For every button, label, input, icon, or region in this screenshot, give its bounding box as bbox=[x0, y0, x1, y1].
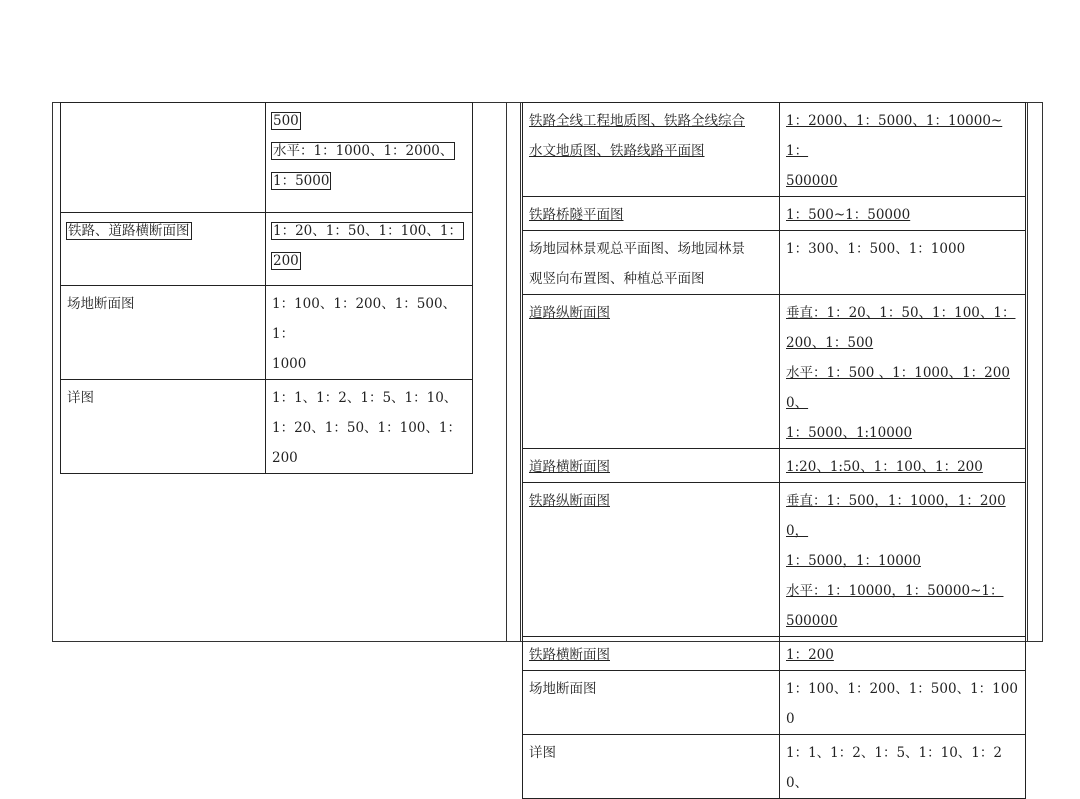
drawing-name: 场地园林景观总平面图、场地园林景 bbox=[529, 241, 745, 257]
table-row bbox=[61, 103, 473, 213]
drawing-name-cell bbox=[523, 671, 780, 735]
scale-line: 500 bbox=[273, 113, 299, 129]
drawing-name: 铁路、道路横断面图 bbox=[68, 223, 190, 239]
drawing-name-cell bbox=[523, 735, 780, 799]
table-row bbox=[61, 213, 473, 286]
drawing-name-cell bbox=[523, 637, 780, 671]
scale-line: 1：100、1：200、1：500、1：1000 bbox=[786, 681, 1018, 727]
drawing-name: 水文地质图、铁路线路平面图 bbox=[529, 143, 705, 159]
scale-line: 1：20、1：50、1：100、1： bbox=[272, 420, 461, 436]
scale-cell bbox=[780, 197, 1026, 231]
scale-line: 1：1、1：2、1：5、1：10、 bbox=[272, 390, 458, 406]
scale-line: 500000 bbox=[786, 613, 838, 629]
table-row bbox=[523, 449, 1026, 483]
scale-line: 1：5000，1：10000 bbox=[786, 553, 921, 569]
scale-cell bbox=[780, 671, 1026, 735]
table-row bbox=[61, 286, 473, 380]
drawing-name-cell bbox=[523, 103, 780, 197]
drawing-name: 铁路桥隧平面图 bbox=[529, 207, 624, 223]
table-row bbox=[523, 231, 1026, 295]
table-row bbox=[61, 380, 473, 474]
scale-cell bbox=[266, 213, 473, 286]
table-row bbox=[523, 671, 1026, 735]
scale-line: 500000 bbox=[786, 173, 838, 189]
scale-line: 1：300、1：500、1：1000 bbox=[786, 241, 966, 257]
scale-cell bbox=[780, 637, 1026, 671]
table-row bbox=[523, 735, 1026, 799]
scale-cell bbox=[780, 735, 1026, 799]
scale-cell bbox=[780, 231, 1026, 295]
scale-cell bbox=[780, 449, 1026, 483]
column-divider bbox=[520, 102, 521, 642]
drawing-name-cell bbox=[61, 103, 266, 213]
scale-line: 200 bbox=[272, 450, 298, 466]
table-row bbox=[523, 197, 1026, 231]
left-scale-table bbox=[60, 102, 473, 474]
drawing-name-cell bbox=[523, 197, 780, 231]
scale-cell bbox=[266, 103, 473, 213]
scale-line: 200 bbox=[273, 253, 299, 269]
right-scale-table bbox=[522, 102, 1026, 799]
drawing-name-cell bbox=[523, 295, 780, 449]
scale-line: 1:20、1:50、1：100、1：200 bbox=[786, 459, 983, 475]
scale-line: 1：200 bbox=[786, 647, 834, 663]
table-row bbox=[523, 295, 1026, 449]
table-row bbox=[523, 483, 1026, 637]
scale-line: 1：5000 bbox=[273, 173, 330, 189]
scale-line: 1：20、1：50、1：100、1： bbox=[273, 223, 462, 239]
drawing-name-cell bbox=[523, 231, 780, 295]
column-divider bbox=[1027, 102, 1028, 642]
drawing-name: 铁路全线工程地质图、铁路全线综合 bbox=[529, 113, 745, 129]
drawing-name-cell bbox=[523, 449, 780, 483]
scale-cell bbox=[780, 483, 1026, 637]
scale-line: 垂直：1：20、1：50、1：100、1： bbox=[786, 305, 1016, 321]
scale-line: 垂直：1：500，1：1000，1：2000， bbox=[786, 493, 1006, 539]
column-divider bbox=[506, 102, 507, 642]
drawing-name-cell bbox=[523, 483, 780, 637]
drawing-name: 观竖向布置图、种植总平面图 bbox=[529, 271, 705, 287]
drawing-name-cell: 场地断面图 bbox=[61, 286, 266, 380]
drawing-name: 铁路纵断面图 bbox=[529, 493, 610, 509]
table-row bbox=[523, 103, 1026, 197]
drawing-name-cell bbox=[61, 213, 266, 286]
scale-line: 1：500~1：50000 bbox=[786, 207, 911, 223]
drawing-name: 道路横断面图 bbox=[529, 459, 610, 475]
drawing-name: 场地断面图 bbox=[529, 681, 597, 697]
scale-line: 1000 bbox=[272, 356, 307, 372]
scale-line: 水平：1：500 、1：1000、1：2000、 bbox=[786, 365, 1010, 411]
scale-cell bbox=[780, 295, 1026, 449]
scale-line: 1：2000、1：5000、1：10000~1： bbox=[786, 113, 1003, 159]
scale-line: 水平：1：1000、1：2000、 bbox=[273, 143, 454, 159]
scale-cell bbox=[266, 380, 473, 474]
scale-line: 1：100、1：200、1：500、1： bbox=[272, 296, 457, 342]
drawing-name: 铁路横断面图 bbox=[529, 647, 610, 663]
scale-line: 1：5000、1:10000 bbox=[786, 425, 913, 441]
scale-cell bbox=[266, 286, 473, 380]
table-row bbox=[523, 637, 1026, 671]
scale-line: 200、1：500 bbox=[786, 335, 874, 351]
scale-cell bbox=[780, 103, 1026, 197]
scale-line: 1：1、1：2、1：5、1：10、1：20、 bbox=[786, 745, 1002, 791]
drawing-name: 详图 bbox=[529, 745, 556, 761]
drawing-name: 道路纵断面图 bbox=[529, 305, 610, 321]
drawing-name-cell: 详图 bbox=[61, 380, 266, 474]
scale-line: 水平：1：10000，1：50000~1： bbox=[786, 583, 1004, 599]
